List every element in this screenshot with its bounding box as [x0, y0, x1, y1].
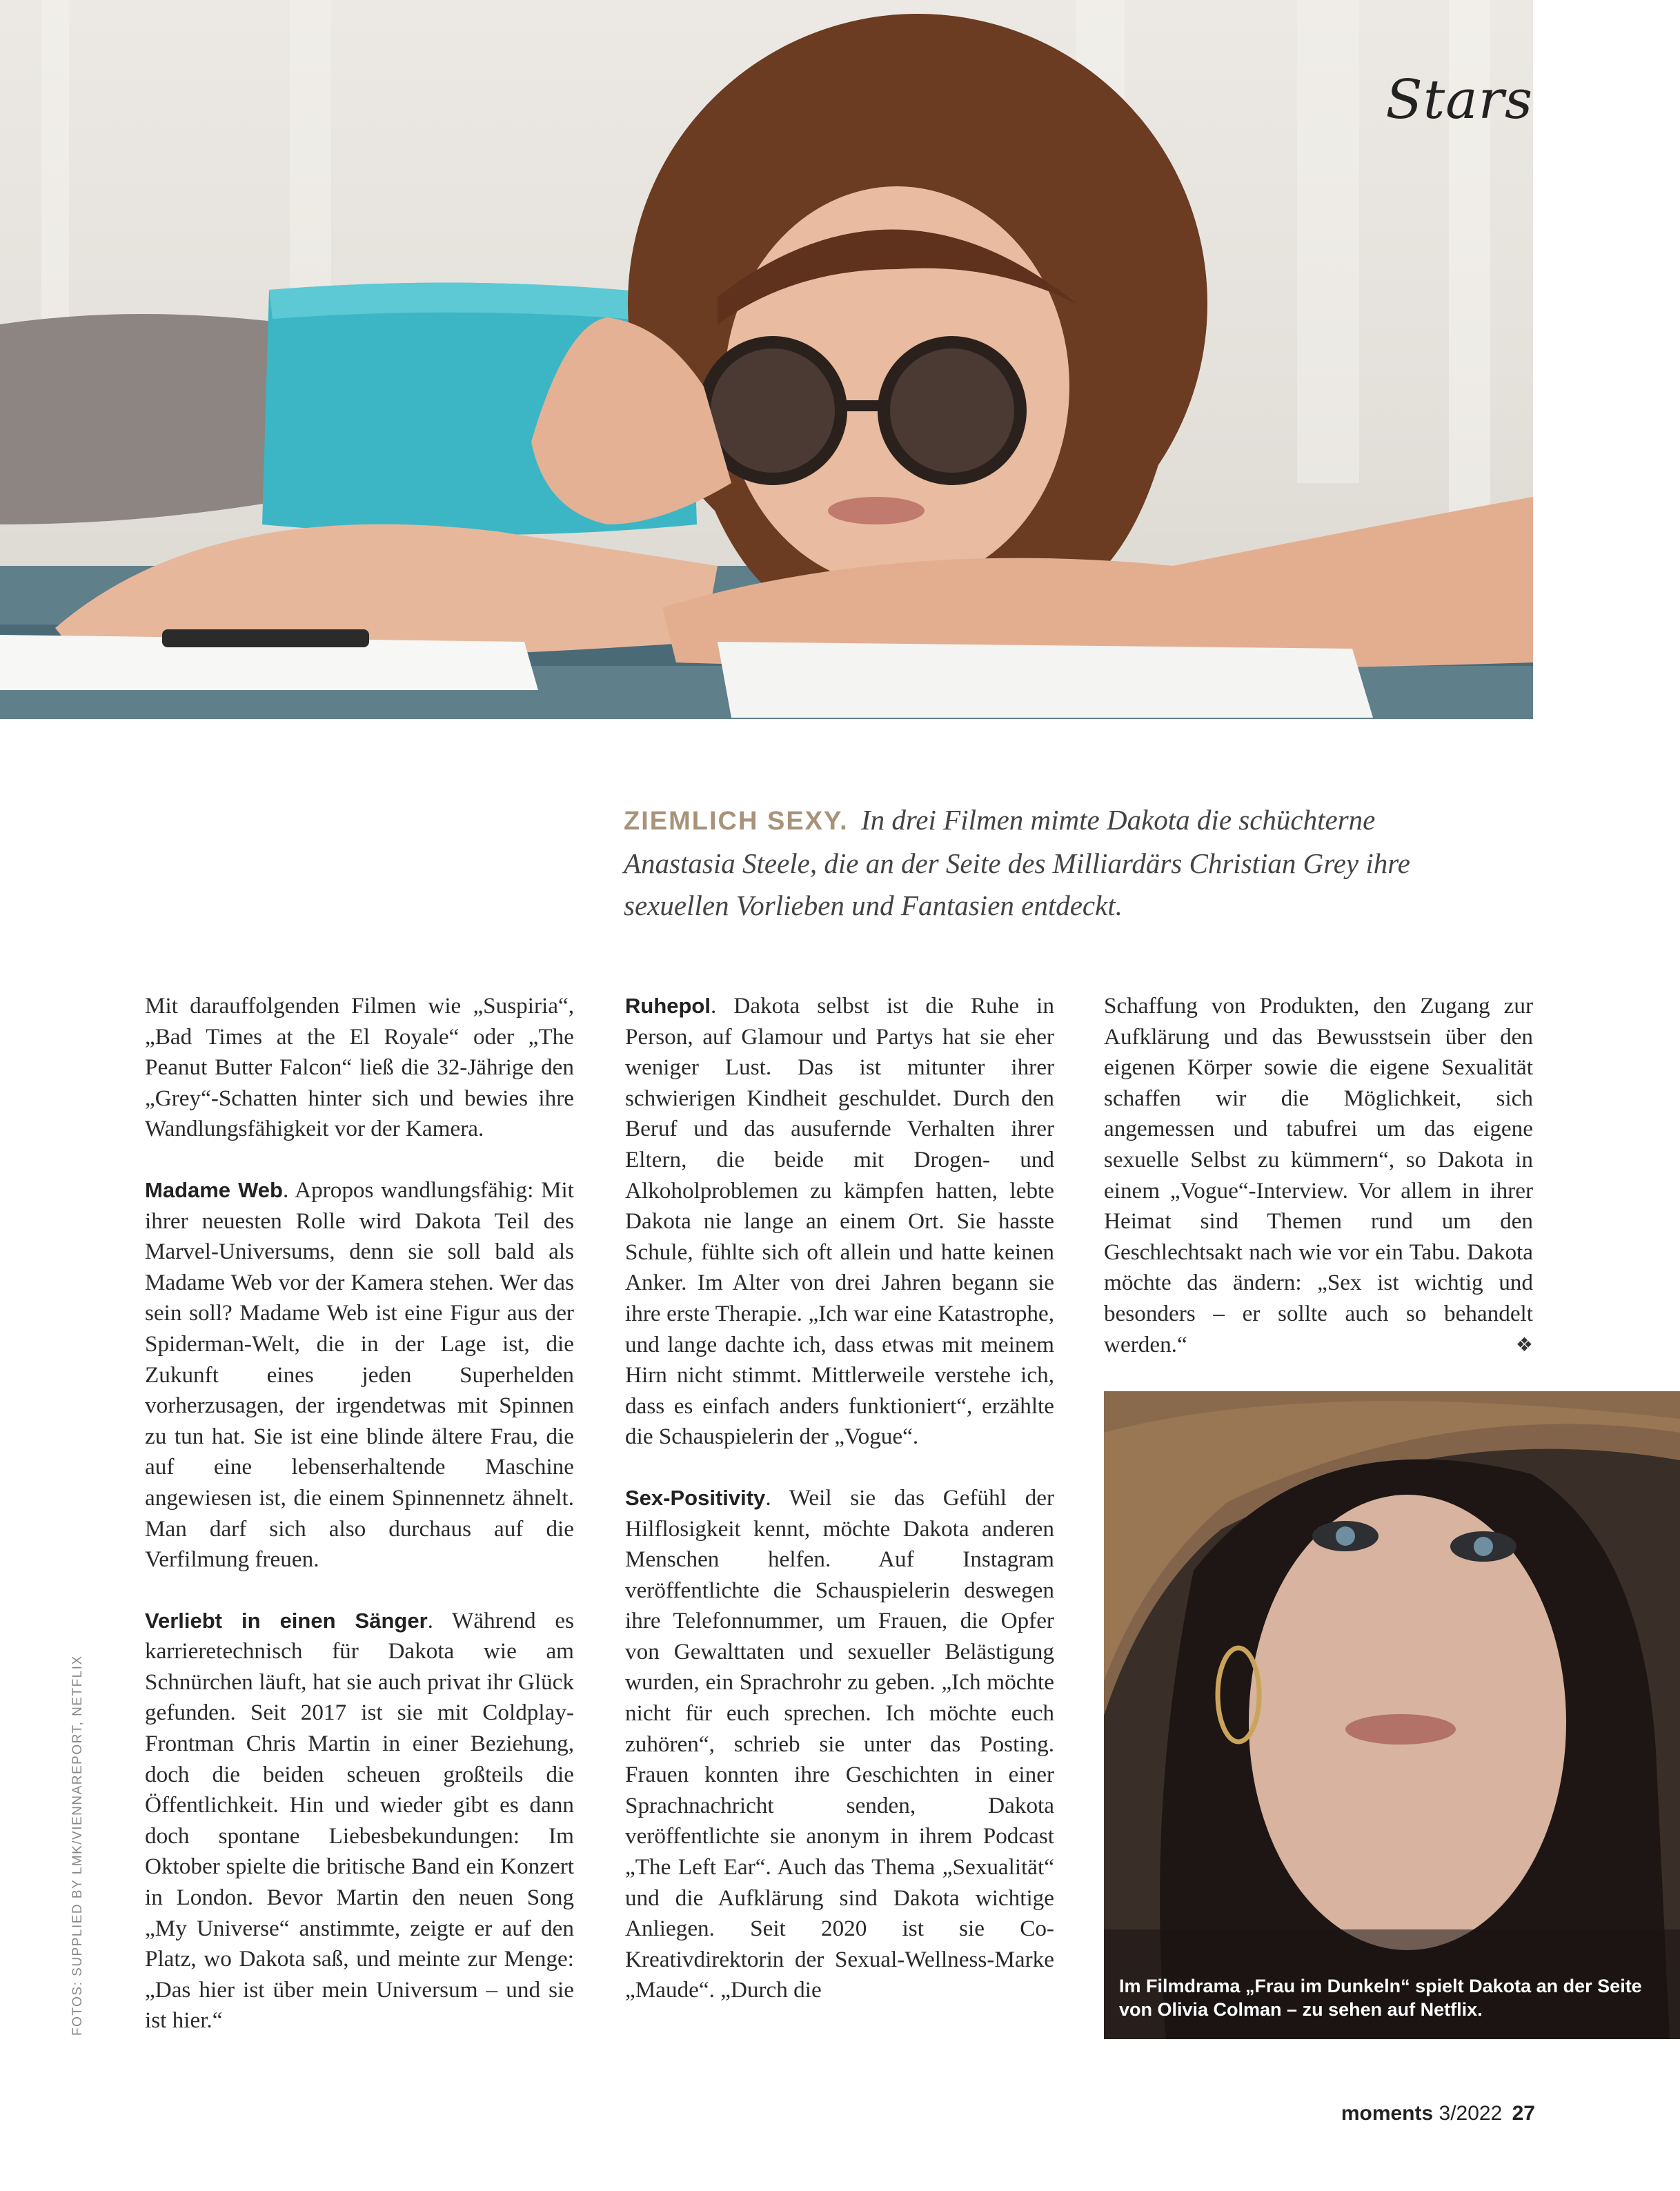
- hero-caption: [624, 799, 1438, 927]
- article-column-2: [625, 991, 1054, 2036]
- issue-number: 3/2022: [1439, 2102, 1503, 2125]
- section-sex-positivity-text: . Weil sie das Gefühl der Hilflosigkeit kennt, möchte Dakota anderen Menschen helfen. Auf Instagram veröffentlichte die Schauspielerin deswegen ihre Telefonnummer, um Frauen, die Opfer von Gewalttaten und sexueller Belästigung wurden, ein Sprachrohr zu geben. „Ich möchte nicht für euch sprechen. Ich möchte euch zuhören“, schrieb sie unter das Posting. Frauen konnten ihre Geschichten in einer Sprachnachricht senden, Dakota veröffentlichte sie anonym in ihrem Podcast „The Left Ear“. Auch das Thema „Sexualität“ und die Aufklärung sind Dakota wichtige Anliegen. Seit 2020 ist sie Co-Kreativdirektorin der Sexual-Wellness-Marke „Maude“. „Durch die: [625, 1484, 1054, 2003]
- section-madame-web-text: . Apropos wandlungsfähig: Mit ihrer neuesten Rolle wird Dakota Teil des Marvel-Universums, denn sie soll bald als Madame Web vor der Kamera stehen. Wer das sein soll? Madame Web ist eine Figur aus der Spiderman-Welt, die in der Lage ist, die Zukunft eines jeden Superhelden vorherzusagen, der irgendetwas mit Spinnen zu tun hat. Sie ist eine blinde ältere Frau, die auf eine lebenserhaltende Maschine angewiesen ist, die einem Spinnennetz ähnelt. Man darf sich also durchaus auf die Verfilmung freuen.: [145, 1177, 574, 1573]
- caption-kicker: ZIEMLICH SEXY.: [624, 807, 849, 836]
- section-verliebt-text: . Während es karrieretechnisch für Dakota wie am Schnürchen läuft, hat sie auch privat ihr Glück gefunden. Seit 2017 ist sie mit Coldplay-Frontman Chris Martin in einer Beziehung, doch die beiden scheuen großteils die Öffentlichkeit. Hin und wieder gibt es dann doch spontane Liebesbekundungen: Im Oktober spielte die britische Band ein Konzert in London. Bevor Martin den neuen Song „My Universe“ anstimmte, zeigte er auf den Platz, wo Dakota saß, und meinte zur Menge: „Das hier ist über mein Universum – und sie ist hier.“: [145, 1607, 574, 2034]
- article-intro: Mit darauffolgenden Filmen wie „Suspiria“, „Bad Times at the El Royale“ oder „The Peanut Butter Falcon“ ließ die 32-Jährige den „Grey“-Schatten hinter sich und bewies ihre Wandlungsfähigkeit vor der Kamera.: [145, 993, 574, 1142]
- subhead-ruhepol: Ruhepol: [625, 994, 711, 1018]
- article-conclusion-text: Schaffung von Produkten, den Zugang zur Aufklärung und das Bewusstsein über den eigenen Körper sowie die eigene Sexualität schaffen wir die Möglichkeit, sich angemessen und tabufrei um das eigene sexuelle Selbst zu kümmern“, so Dakota in einem „Vogue“-Interview. Vor allem in ihrer Heimat sind Themen rund um den Geschlechtsakt nach wie vor ein Tabu. Dakota möchte das ändern: „Sex ist wichtig und besonders – er sollte auch so behandelt werden.“: [1104, 993, 1533, 1357]
- article-column-1: [145, 991, 574, 2067]
- magazine-name: moments: [1341, 2102, 1434, 2125]
- page-number: 27: [1512, 2102, 1535, 2125]
- inset-photo: [1104, 1391, 1680, 2039]
- page-footer: [1341, 2102, 1535, 2125]
- article-column-3: [1104, 991, 1533, 1391]
- subhead-verliebt: Verliebt in einen Sänger: [145, 1608, 428, 1633]
- photo-credit: FOTOS: SUPPLIED BY LMK/VIENNAREPORT, NETFLIX: [70, 1655, 85, 2036]
- subhead-madame-web: Madame Web: [145, 1177, 283, 1202]
- inset-photo-illustration: [1104, 1391, 1680, 2039]
- hero-photo-illustration: [0, 0, 1533, 719]
- section-ruhepol-text: . Dakota selbst ist die Ruhe in Person, auf Glamour und Partys hat sie eher weniger Lust. Das ist mitunter ihrer schwierigen Kindheit geschuldet. Durch den Beruf und das ausufernde Verhalten ihrer Eltern, die beide mit Drogen- und Alkoholproblemen zu kämpfen hatten, lebte Dakota nie lange an einem Ort. Sie hasste Schule, fühlte sich oft allein und hatte keinen Anker. Im Alter von drei Jahren begann sie ihre erste Therapie. „Ich war eine Katastrophe, und lange dachte ich, dass etwas mit meinem Hirn nicht stimmt. Mittlerweile verstehe ich, dass es einfach anders funktioniert“, erzählte die Schauspielerin der „Vogue“.: [625, 993, 1054, 1450]
- hero-photo: [0, 0, 1533, 719]
- section-ruhepol: [625, 991, 1054, 1453]
- section-sex-positivity: [625, 1483, 1054, 2006]
- inset-photo-caption: Im Filmdrama „Frau im Dunkeln“ spielt Dakota an der Seite von Olivia Colman – zu sehen auf Netflix.: [1119, 1976, 1642, 2020]
- section-label: Stars: [1385, 69, 1533, 131]
- subhead-sex-positivity: Sex-Positivity: [625, 1485, 766, 1510]
- article-conclusion: [1104, 991, 1533, 1360]
- caption-text: In drei Filmen mimte Dakota die schüchterne Anastasia Steele, die an der Seite des Milliardärs Christian Grey ihre sexuellen Vorlieben und Fantasien entdeckt.: [624, 804, 1410, 921]
- end-mark-icon: ❖: [1515, 1333, 1533, 1356]
- section-verliebt: [145, 1606, 574, 2036]
- section-madame-web: [145, 1175, 574, 1575]
